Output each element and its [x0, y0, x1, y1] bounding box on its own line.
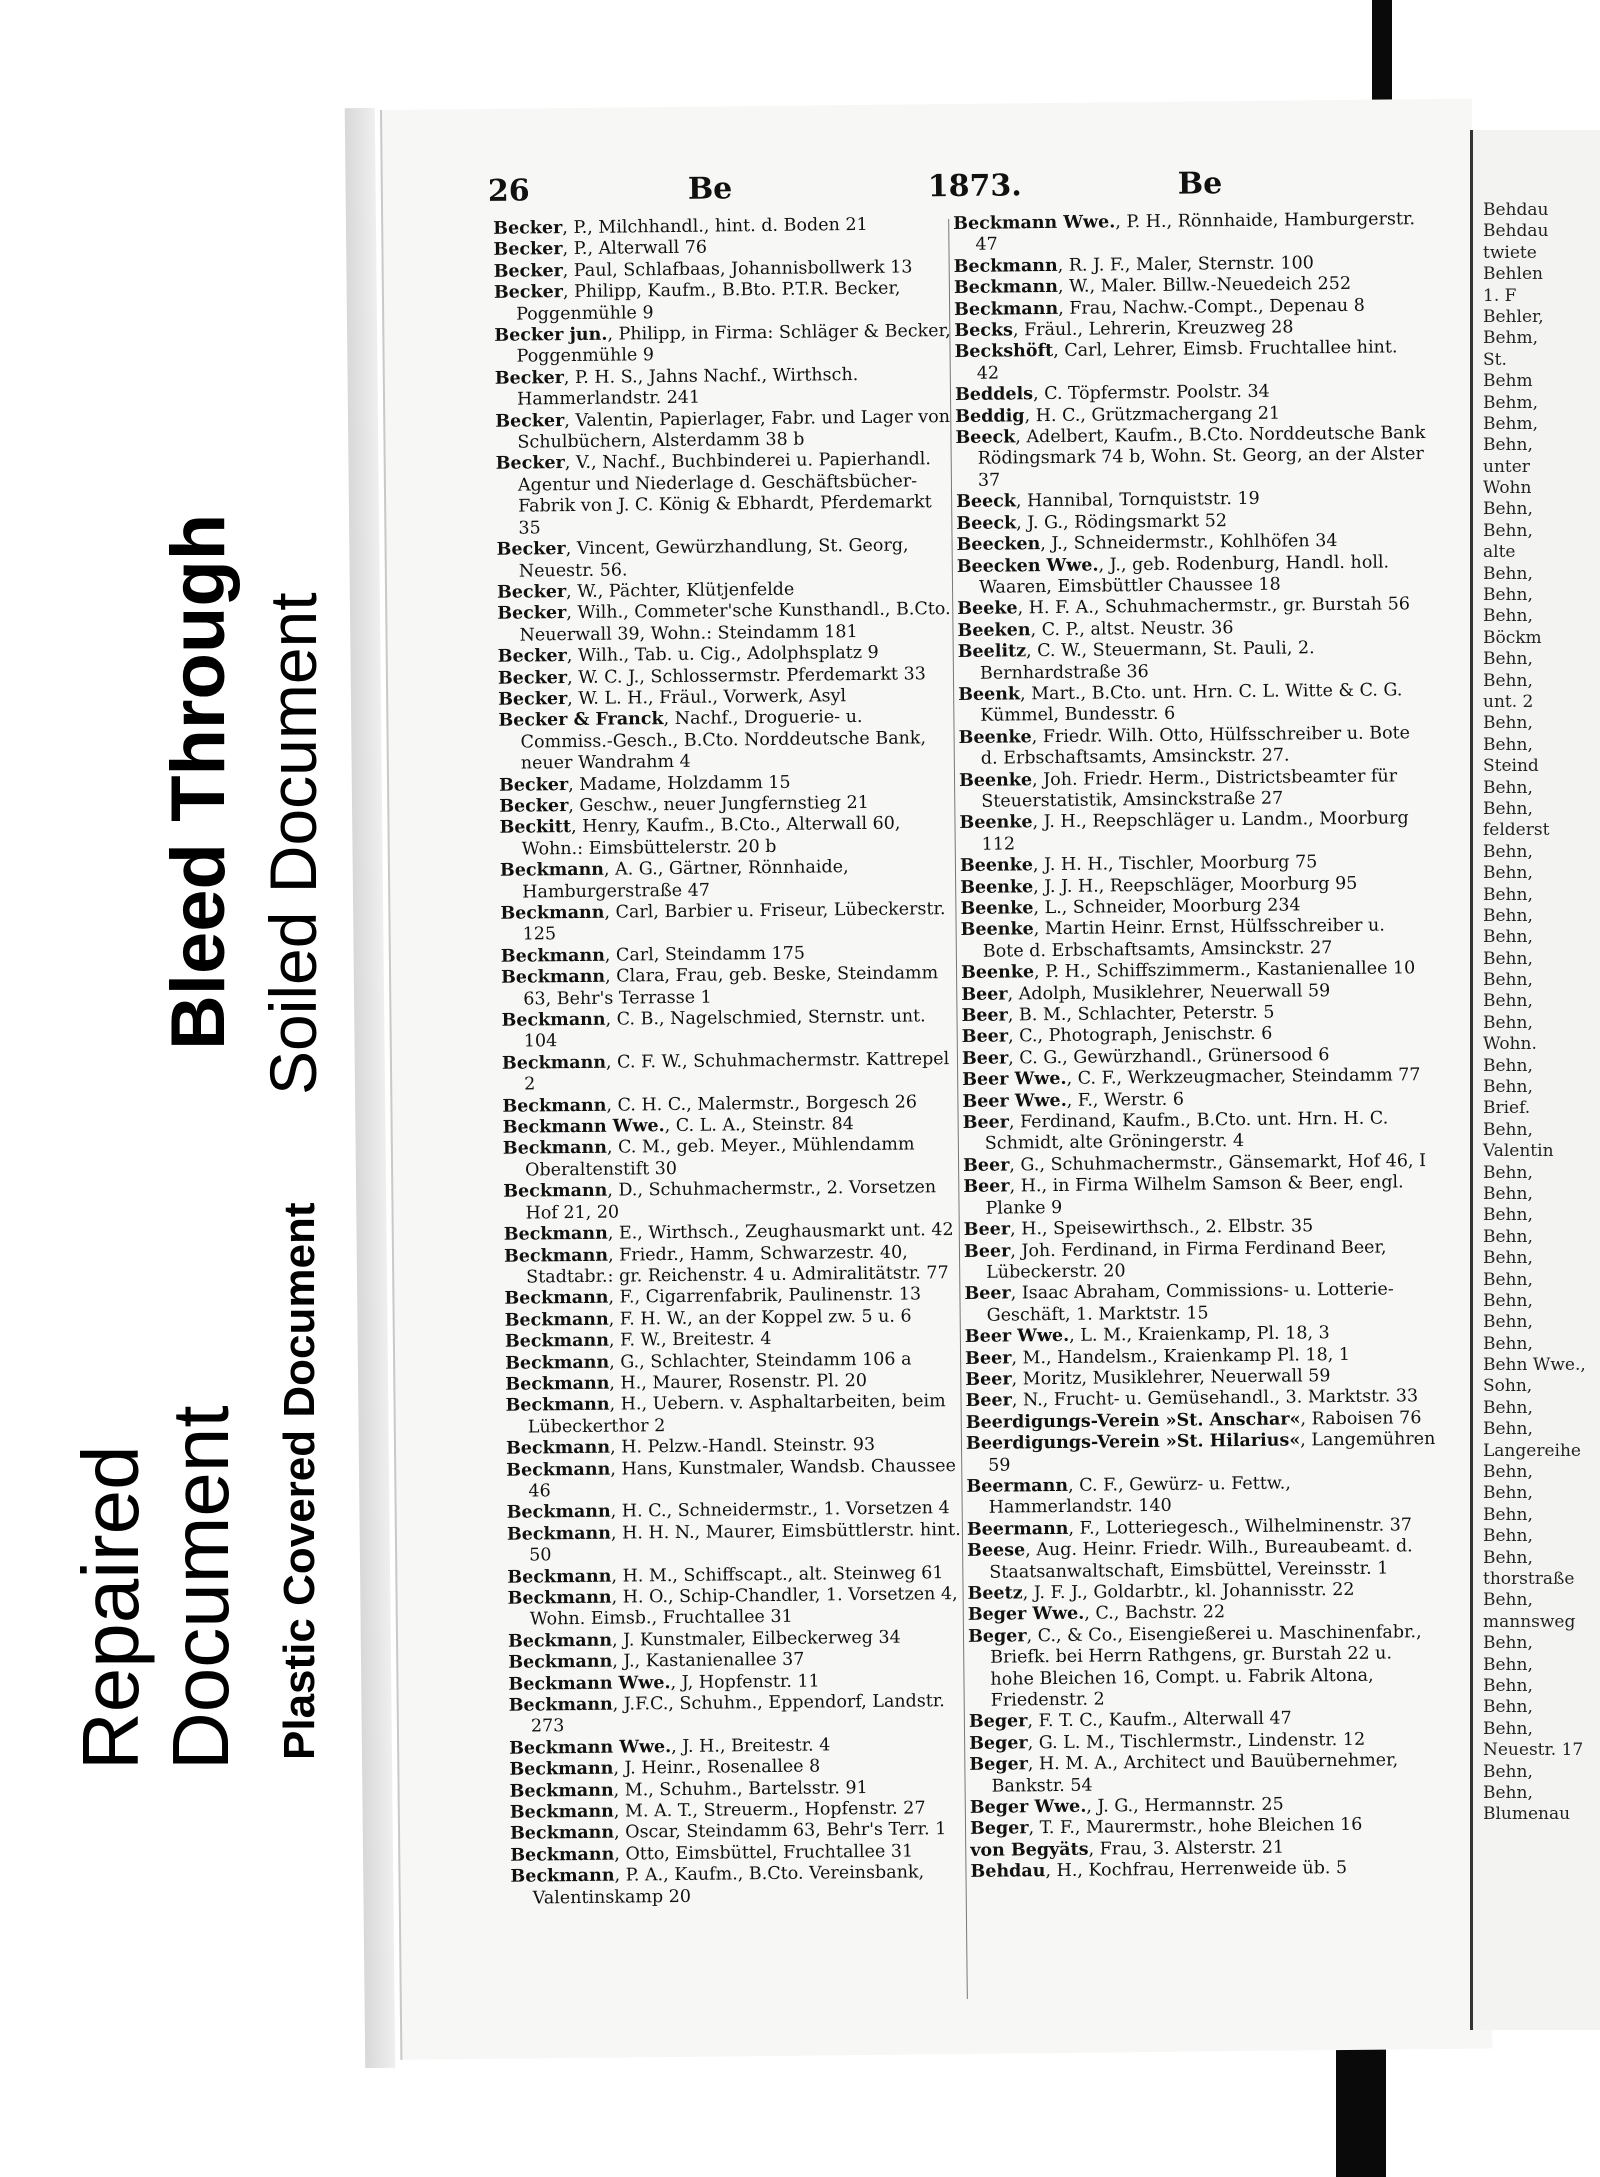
directory-entry: Beckmann, M. A. T., Streuerm., Hopfenstr. 27: [509, 1798, 926, 1823]
next-page-line: Behn,: [1483, 1248, 1533, 1269]
directory-entry: Becker jun., Philipp, in Firma: Schläger & Becker, Poggenmühle 9: [494, 321, 951, 368]
next-page-line: Behn,: [1483, 884, 1533, 905]
next-page-line: Behn,: [1483, 1055, 1533, 1076]
directory-entry: Becker, Madame, Holzdamm 15: [498, 772, 791, 796]
directory-entry: Beeck, Hannibal, Tornquiststr. 19: [956, 489, 1260, 513]
directory-entry: Beer Wwe., F., Werstr. 6: [962, 1089, 1185, 1112]
directory-entry: Beermann, C. F., Gewürz- u. Fettw., Hammerlandstr. 140: [966, 1473, 1291, 1519]
directory-entry: Beese, Aug. Heinr. Friedr. Wilh., Bureaubeamt. d. Staatsanwaltschaft, Eimsbüttel, Vereinsstr. 1: [967, 1536, 1413, 1583]
directory-entry: Beer, Joh. Ferdinand, in Firma Ferdinand Beer, Lübeckerstr. 20: [963, 1237, 1387, 1283]
directory-entry: Beer, Moritz, Musiklehrer, Neuerwall 59: [965, 1366, 1331, 1390]
directory-entry: Beckmann Wwe., C. L. A., Steinstr. 84: [502, 1114, 854, 1138]
next-page-line: Behn,: [1483, 948, 1533, 969]
next-page-line: Behm,: [1483, 328, 1539, 349]
directory-entry: Beckmann, Carl, Barbier u. Friseur, Lübeckerstr. 125: [500, 899, 946, 945]
next-page-line: Behn,: [1483, 1697, 1533, 1718]
directory-entry: Becker, Wilh., Tab. u. Cig., Adolphsplatz 9: [497, 642, 879, 667]
left-column: [493, 214, 971, 1910]
next-page-line: Behn,: [1483, 1205, 1533, 1226]
directory-entry: Beer, B. M., Schlachter, Peterstr. 5: [961, 1002, 1275, 1026]
next-page-line: Behn Wwe.,: [1483, 1355, 1586, 1376]
next-page-line: Behdau: [1483, 200, 1549, 220]
directory-entry: Beeck, J. G., Rödingsmarkt 52: [956, 510, 1228, 534]
directory-entry: Beckmann, H. O., Schip-Chandler, 1. Vorsetzen 4, Wohn. Eimsb., Fruchtallee 31: [507, 1584, 958, 1630]
directory-entry: Becker, W. C. J., Schlossermstr. Pferdemarkt 33: [497, 663, 926, 689]
next-page-line: Behn,: [1483, 1654, 1533, 1675]
directory-entry: Beckmann, H., Uebern. v. Asphaltarbeiten, beim Lübeckerthor 2: [505, 1391, 946, 1438]
next-page-line: Behn,: [1483, 1761, 1533, 1782]
next-page-line: Behn,: [1483, 520, 1533, 541]
directory-entry: Becker, Paul, Schlafbaas, Johannisbollwerk 13: [493, 257, 913, 282]
directory-entry: Beecken Wwe., J., geb. Rodenburg, Handl. holl. Waaren, Eimsbüttler Chaussee 18: [956, 551, 1390, 598]
next-page-line: Behn,: [1483, 1547, 1533, 1568]
next-page-line: Behn,: [1483, 863, 1533, 884]
directory-entry: Beckmann, Clara, Frau, geb. Beske, Steindamm 63, Behr's Terrasse 1: [500, 963, 939, 1010]
directory-entry: Beckmann, W., Maler. Billw.-Neuedeich 252: [953, 274, 1352, 299]
directory-entry: Beer, C., Photograph, Jenischstr. 6: [961, 1024, 1273, 1048]
directory-entry: Beckmann, F. W., Breitestr. 4: [504, 1329, 772, 1352]
directory-entry: Beckmann, J. Heinr., Rosenallee 8: [509, 1756, 821, 1780]
next-page-fragment: [1470, 130, 1600, 2030]
directory-entry: Beger, H. M. A., Architect und Bauübernehmer, Bankstr. 54: [969, 1750, 1399, 1797]
directory-entry: Beerdigungs-Verein »St. Anschar«, Raboisen 76: [965, 1407, 1422, 1433]
directory-entry: Becks, Fräul., Lehrerin, Kreuzweg 28: [954, 317, 1294, 342]
directory-entry: Beer, Adolph, Musiklehrer, Neuerwall 59: [961, 980, 1331, 1005]
next-page-line: Behn,: [1483, 1269, 1533, 1290]
directory-entry: Beckmann, E., Wirthsch., Zeughausmarkt unt. 42: [503, 1220, 954, 1245]
directory-entry: Beeken, C. P., altst. Neustr. 36: [957, 617, 1234, 641]
next-page-line: Behn,: [1483, 1526, 1533, 1547]
next-page-line: Behn,: [1483, 1183, 1533, 1204]
next-page-line: Behn,: [1483, 1077, 1533, 1098]
label-soiled-document: Soiled Document: [256, 592, 330, 1095]
directory-entry: Beger, C., & Co., Eisengießerei u. Maschinenfabr., Briefk. bei Herrn Rathgens, gr. Burstah 22 u. hohe Bleichen 16, Compt. u. Fabrik Altona, Friedenstr. 2: [967, 1621, 1422, 1711]
next-page-line: felderst: [1483, 820, 1550, 841]
next-page-line: twiete: [1483, 242, 1537, 263]
directory-entry: Beckmann Wwe., P. H., Rönnhaide, Hamburgerstr. 47: [953, 209, 1416, 256]
directory-entry: Becker, Wilh., Commeter'sche Kunsthandl., B.Cto. Neuerwall 39, Wohn.: Steindamm 181: [497, 599, 951, 646]
directory-entry: Beer, Ferdinand, Kaufm., B.Cto. unt. Hrn. H. C. Schmidt, alte Gröningerstr. 4: [962, 1108, 1389, 1155]
directory-page: [380, 99, 1492, 2060]
directory-entry: Becker, Geschw., neuer Jungfernstieg 21: [499, 792, 869, 817]
directory-entry: Beckmann, H. C., Schneidermstr., 1. Vorsetzen 4: [506, 1498, 950, 1524]
directory-entry: Beckmann, Carl, Steindamm 175: [500, 943, 806, 967]
next-page-line: alte: [1483, 542, 1516, 563]
directory-entry: Beer, C. G., Gewürzhandl., Grünersood 6: [961, 1044, 1330, 1069]
directory-entry: Beermann, F., Lotteriegesch., Wilhelminenstr. 37: [966, 1515, 1413, 1540]
directory-entry: Beenke, Martin Heinr. Ernst, Hülfsschreiber u. Bote d. Erbschaftsamts, Amsinckstr. 27: [960, 915, 1385, 962]
next-page-line: Behn,: [1483, 1504, 1533, 1525]
next-page-line: Behn,: [1483, 606, 1533, 627]
directory-entry: Becker, P., Alterwall 76: [493, 237, 708, 261]
next-page-line: Behm,: [1483, 413, 1539, 434]
next-page-line: Behn,: [1483, 927, 1533, 948]
directory-entry: Beckmann, H., Maurer, Rosenstr. Pl. 20: [505, 1370, 868, 1395]
next-page-line: Behn,: [1483, 777, 1533, 798]
directory-entry: Beetz, J. F. J., Goldarbtr., kl. Johannisstr. 22: [967, 1579, 1355, 1604]
next-page-line: Behn,: [1483, 1718, 1533, 1739]
next-page-line: 1. F: [1483, 285, 1517, 306]
next-page-line: Steind: [1483, 756, 1539, 777]
next-page-line: Behn,: [1483, 563, 1533, 584]
directory-entry: Becker, W., Pächter, Klütjenfelde: [496, 579, 795, 603]
next-page-line: Behn,: [1483, 713, 1533, 734]
directory-entry: Beenke, J. J. H., Reepschläger, Moorburg 95: [960, 873, 1358, 898]
directory-entry: Beenke, J. H., Reepschläger u. Landm., Moorburg 112: [959, 808, 1409, 855]
next-page-line: Behn,: [1483, 1633, 1533, 1654]
directory-entry: Beckmann, J., Kastanienallee 37: [508, 1649, 805, 1673]
directory-entry: Beenke, L., Schneider, Moorburg 234: [960, 895, 1301, 919]
directory-entry: Beckmann, Hans, Kunstmaler, Wandsb. Chaussee 46: [506, 1455, 957, 1502]
directory-entry: Beenke, J. H. H., Tischler, Moorburg 75: [959, 852, 1318, 877]
directory-entry: Becker, P., Milchhandl., hint. d. Boden 21: [493, 214, 868, 239]
next-page-line: Behn,: [1483, 585, 1533, 606]
next-page-line: Behn,: [1483, 1675, 1533, 1696]
next-page-line: Behn,: [1483, 841, 1533, 862]
directory-entry: Beckmann, Oscar, Steindamm 63, Behr's Terr. 1: [509, 1819, 947, 1845]
directory-entry: Beer, H., in Firma Wilhelm Samson & Beer, engl. Planke 9: [963, 1172, 1404, 1219]
directory-entry: Becker & Franck, Nachf., Droguerie- u. Commiss.-Gesch., B.Cto. Norddeutsche Bank, neuer Wandrahm 4: [498, 707, 927, 774]
directory-entry: Beger, F. T. C., Kaufm., Alterwall 47: [968, 1708, 1292, 1733]
next-page-line: Behn,: [1483, 1226, 1533, 1247]
directory-entry: Beckmann, C. H. C., Malermstr., Borgesch 26: [502, 1092, 918, 1117]
directory-entry: Beer, M., Handelsm., Kraienkamp Pl. 18, 1: [965, 1344, 1351, 1369]
directory-entry: Beckmann, F. H. W., an der Koppel zw. 5 u. 6: [504, 1306, 912, 1331]
directory-entry: Beckmann, G., Schlachter, Steindamm 106 a: [505, 1349, 912, 1374]
next-page-line: thorstraße: [1483, 1569, 1575, 1589]
directory-entry: Beddig, H. C., Grützmachergang 21: [955, 403, 1281, 427]
next-page-line: Behm,: [1483, 392, 1539, 413]
directory-entry: Beddels, C. Töpfermstr. Poolstr. 34: [954, 381, 1270, 406]
next-page-line: mannsweg: [1483, 1611, 1576, 1632]
label-repaired: Repaired: [66, 1445, 155, 1770]
directory-entry: Beckmann, H. H. N., Maurer, Eimsbüttlerstr. hint. 50: [506, 1519, 961, 1566]
directory-entry: Beckmann, H. Pelzw.-Handl. Steinstr. 93: [505, 1435, 876, 1459]
next-page-line: Behn,: [1483, 734, 1533, 755]
directory-entry: Beckmann, C. M., geb. Meyer., Mühlendamm Oberaltenstift 30: [502, 1134, 915, 1181]
next-page-line: Behn,: [1483, 991, 1533, 1012]
next-page-line: Valentin: [1483, 1141, 1554, 1162]
directory-entry: Beckmann, F., Cigarrenfabrik, Paulinenstr. 13: [504, 1284, 922, 1310]
directory-entry: Becker, Philipp, Kaufm., B.Bto. P.T.R. Becker, Poggenmühle 9: [493, 278, 901, 325]
next-page-line: Brief.: [1483, 1098, 1531, 1119]
next-page-line: Behn,: [1483, 1590, 1533, 1611]
directory-entry: Beger Wwe., C., Bachstr. 22: [967, 1602, 1226, 1626]
right-column: [953, 209, 1440, 1884]
label-repaired-document: Document: [156, 1405, 245, 1770]
next-page-line: Behler,: [1483, 306, 1544, 327]
directory-entry: Beckmann, A. G., Gärtner, Rönnhaide, Hamburgerstraße 47: [499, 857, 849, 903]
next-page-line: Behn,: [1483, 1312, 1533, 1333]
next-page-line: Behn,: [1483, 1290, 1533, 1311]
next-page-line: Behn,: [1483, 670, 1533, 691]
directory-entry: Beckmann, D., Schuhmachermstr., 2. Vorsetzen Hof 21, 20: [503, 1177, 937, 1224]
next-page-line: Behn,: [1483, 435, 1533, 456]
header-key-right: Be: [1177, 166, 1223, 202]
directory-entry: Beenke, P. H., Schiffszimmerm., Kastanienallee 10: [960, 958, 1416, 984]
next-page-line: Sohn,: [1483, 1376, 1533, 1397]
directory-entry: Beckmann, Otto, Eimsbüttel, Fruchtallee 31: [510, 1841, 914, 1866]
directory-entry: Beerdigungs-Verein »St. Hilarius«, Langemühren 59: [965, 1429, 1436, 1476]
directory-entry: Beckmann, J.F.C., Schuhm., Eppendorf, Landstr. 273: [508, 1691, 945, 1737]
directory-entry: Beenke, Friedr. Wilh. Otto, Hülfsschreiber u. Bote d. Erbschaftsamts, Amsinckstr. 27.: [958, 722, 1411, 769]
next-page-line: Behn,: [1483, 499, 1533, 520]
directory-entry: Behdau, H., Kochfrau, Herrenweide üb. 5: [970, 1858, 1348, 1883]
directory-entry: Beckmann, P. A., Kaufm., B.Cto. Vereinsbank, Valentinskamp 20: [510, 1862, 925, 1909]
directory-entry: Beckshöft, Carl, Lehrer, Eimsb. Fruchtallee hint. 42: [954, 337, 1398, 384]
directory-entry: Beger, G. L. M., Tischlermstr., Lindenstr. 12: [969, 1729, 1366, 1754]
next-page-line: Behn,: [1483, 970, 1533, 991]
next-page-line: Blumenau: [1483, 1804, 1571, 1825]
directory-entry: Beckmann, C. B., Nagelschmied, Sternstr. unt. 104: [501, 1006, 926, 1052]
next-page-line: Behn,: [1483, 1119, 1533, 1140]
next-page-line: Behdau: [1483, 221, 1549, 242]
directory-entry: Beenk, Mart., B.Cto. unt. Hrn. C. L. Witte & C. G. Kümmel, Bundesstr. 6: [958, 680, 1403, 727]
next-page-line: Langereihe: [1483, 1440, 1581, 1461]
next-page-line: Behn,: [1483, 1333, 1533, 1354]
directory-entry: Beer Wwe., C. F., Werkzeugmacher, Steindamm 77: [962, 1065, 1421, 1091]
page-number: 26: [487, 173, 530, 209]
next-page-line: Böckm: [1483, 627, 1542, 648]
next-page-line: Behm: [1483, 371, 1533, 392]
next-page-line: Behn,: [1483, 649, 1533, 670]
directory-entry: Becker, Vincent, Gewürzhandlung, St. Georg, Neuestr. 56.: [496, 535, 909, 582]
directory-entry: Beelitz, C. W., Steuermann, St. Pauli, 2. Bernhardstraße 36: [957, 638, 1315, 684]
header-year: 1873.: [927, 168, 1022, 205]
directory-entry: Beckmann Wwe., J, Hopfenstr. 11: [508, 1671, 820, 1695]
directory-entry: Beckmann, M., Schuhm., Bartelsstr. 91: [509, 1777, 868, 1802]
next-page-line: Behn,: [1483, 1397, 1533, 1418]
next-page-line: unt. 2: [1483, 691, 1534, 712]
next-page-line: Behn,: [1483, 1419, 1533, 1440]
directory-entry: Beer, G., Schuhmachermstr., Gänsemarkt, Hof 46, I: [962, 1150, 1427, 1176]
directory-entry: Beckmann, R. J. F., Maler, Sternstr. 100: [953, 253, 1314, 277]
directory-entry: Beenke, Joh. Friedr. Herm., Districtsbeamter für Steuerstatistik, Amsinckstraße 27: [958, 765, 1398, 812]
next-page-line: Behn,: [1483, 1012, 1533, 1033]
next-page-line: Behn,: [1483, 1462, 1533, 1483]
directory-entry: Beckmann, Frau, Nachw.-Compt., Depenau 8: [954, 295, 1365, 320]
next-page-line: Behn,: [1483, 798, 1533, 819]
next-page-line: Wohn.: [1483, 1034, 1537, 1055]
directory-entry: Beckmann, Friedr., Hamm, Schwarzestr. 40, Stadtabr.: gr. Reichenstr. 4 u. Admiralitätstr. 77: [503, 1242, 949, 1288]
next-page-line: unter: [1483, 456, 1530, 477]
directory-entry: Becker, P. H. S., Jahns Nachf., Wirthsch. Hammerlandstr. 241: [494, 364, 859, 410]
next-page-line: Behn,: [1483, 1483, 1533, 1504]
directory-entry: Becker, V., Nachf., Buchbinderei u. Papierhandl. Agentur und Niederlage d. Geschäftsbücher-Fabrik von J. C. König & Ebhardt, Pferdemarkt 35: [495, 449, 932, 539]
next-page-line: Wohn: [1483, 478, 1532, 499]
page-header: [488, 164, 1428, 214]
directory-entry: Beckmann Wwe., J. H., Breitestr. 4: [509, 1735, 831, 1759]
directory-entry: Beer, H., Speisewirthsch., 2. Elbstr. 35: [963, 1216, 1314, 1241]
directory-entry: Beer, Isaac Abraham, Commissions- u. Lotterie-Geschäft, 1. Marktstr. 15: [964, 1279, 1394, 1326]
directory-entry: Beckitt, Henry, Kaufm., B.Cto., Alterwall 60, Wohn.: Eimsbüttelerstr. 20 b: [499, 813, 901, 860]
directory-entry: von Begyäts, Frau, 3. Alsterstr. 21: [970, 1837, 1285, 1861]
directory-entry: Beckmann, H. M., Schiffscapt., alt. Steinweg 61: [507, 1562, 944, 1588]
directory-entry: Beckmann, J. Kunstmaler, Eilbeckerweg 34: [507, 1627, 901, 1652]
header-key-left: Be: [687, 171, 733, 207]
next-page-line: Behn,: [1483, 905, 1533, 926]
next-page-line: Behn,: [1483, 1782, 1533, 1803]
label-plastic-covered: Plastic Covered Document: [275, 1202, 324, 1760]
directory-entry: Becker, Valentin, Papierlager, Fabr. und Lager von Schulbüchern, Alsterdamm 38 b: [495, 406, 951, 453]
label-bleed-through: Bleed Through: [156, 513, 241, 1050]
next-page-line: Behn,: [1483, 1162, 1533, 1183]
next-page-line: Behlen: [1483, 264, 1543, 285]
directory-entry: Beeck, Adelbert, Kaufm., B.Cto. Norddeutsche Bank Rödingsmark 74 b, Wohn. St. Georg, an der Alster 37: [955, 423, 1426, 491]
directory-entry: Becker, W. L. H., Fräul., Vorwerk, Asyl: [498, 686, 847, 710]
directory-entry: Beecken, J., Schneidermstr., Kohlhöfen 34: [956, 531, 1338, 556]
directory-entry: Beer Wwe., L. M., Kraienkamp, Pl. 18, 3: [964, 1323, 1330, 1348]
directory-entry: Beger Wwe., J. G., Hermannstr. 25: [969, 1794, 1284, 1818]
next-page-line: Neuestr. 17: [1483, 1740, 1584, 1761]
directory-entry: Beeke, H. F. A., Schuhmachermstr., gr. Burstah 56: [957, 594, 1411, 620]
directory-entry: Beckmann, C. F. W., Schuhmachermstr. Kattrepel 2: [501, 1048, 950, 1095]
directory-entry: Beger, T. F., Maurermstr., hohe Bleichen 16: [969, 1815, 1363, 1840]
next-page-line: St.: [1483, 349, 1507, 370]
directory-entry: Beer, N., Frucht- u. Gemüsehandl., 3. Marktstr. 33: [965, 1386, 1419, 1412]
